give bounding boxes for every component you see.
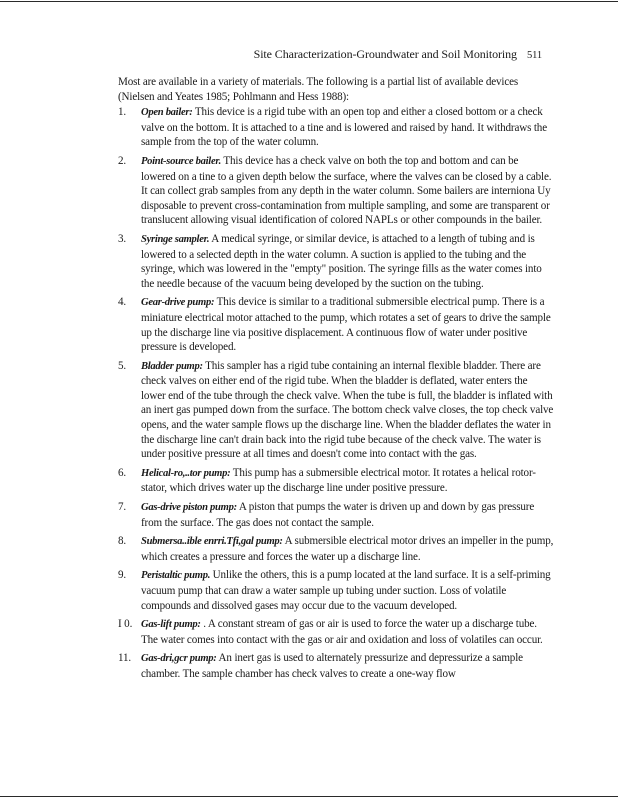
item-number: 7. [118, 501, 127, 514]
item-number: 9. [118, 569, 127, 582]
item-description: This pump has a submersible electrical motor. It rotates a helical rotor-stator, which drives water up the discharge line under positive pressure. [141, 466, 536, 495]
running-header-title: Site Characterization-Groundwater and Soil Monitoring [253, 47, 517, 61]
list-item [118, 500, 554, 530]
item-description: Unlike the others, this is a pump located at the land surface. It is a self-priming vacuum pump that can draw a water sample up tubing under suction. Loss of volatile compounds and dissolved gases may occur due to the vacuum developed. [141, 569, 551, 612]
list-item [118, 651, 554, 681]
item-term: Submersa..ible enrri.Tfi,gal pump: [141, 536, 283, 548]
top-border-line [0, 1, 618, 2]
item-description: This device has a check valve on both the top and bottom and can be lowered on a tine to a given depth below the surface, where the valves can be closed by a cable. It can collect grab samples from any depth in the water column. Some bailers are interniona Uy disposable to prevent cross-contamination from multiple sampling, and some are transparent or translucent allowing visual identification of colored NAPLs or other compounds in the bailer. [141, 154, 552, 227]
item-number: 11. [118, 652, 132, 665]
list-item [118, 295, 554, 354]
item-description: A medical syringe, or similar device, is attached to a length of tubing and is lowered to a selected depth in the water column. A suction is applied to the tubing and the syringe, which was lowered in the "empty" position. The syringe fills as the water comes into the needle because of the vacuum being developed by the suction on the tubing. [141, 232, 542, 290]
item-term: Peristaltic pump. [141, 570, 211, 582]
item-term: Gas-lift pump: [141, 619, 201, 631]
running-header [254, 47, 542, 62]
item-description: An inert gas is used to alternately pressurize and depressurize a sample chamber. The sample chamber has check valves to create a one-way flow [141, 652, 523, 680]
page-body [118, 75, 554, 686]
list-item [118, 534, 554, 564]
item-description: . A constant stream of gas or air is used to force the water up a discharge tube. The water comes into contact with the gas or air and oxidation and loss of volatiles can occur. [141, 618, 543, 646]
list-item [118, 359, 554, 462]
list-item [118, 568, 554, 613]
item-number: I 0. [118, 618, 133, 631]
item-number: 3. [118, 232, 127, 245]
page-number: 511 [526, 50, 542, 61]
item-number: 8. [118, 535, 127, 548]
item-term: Helical-ro,..tor pump: [141, 467, 231, 479]
item-description: This sampler has a rigid tube containing an internal flexible bladder. There are check valves on either end of the rigid tube. When the bladder is deflated, water enters the lower end of the tube through the check valve. When the tube is full, the bladder is inflated with an inert gas pumped down from the surface. The bottom check valve closes, the top check valve opens, and the water sample flows up the discharge line. When the bladder deflates the water in the discharge line can't drain back into the rigid tube because of the check valve. The water is under positive pressure at all times and doesn't come into contact with the gas. [141, 359, 554, 461]
list-item [118, 232, 554, 291]
item-number: 4. [118, 296, 127, 309]
item-number: 1. [118, 106, 127, 119]
intro-paragraph: Most are available in a variety of materials. The following is a partial list of available devices (Nielsen and Yeates 1985; Pohlmann and Hess 1988): [118, 76, 519, 103]
item-description: This device is similar to a traditional submersible electrical pump. There is a miniature electrical motor attached to the pump, which rotates a set of gears to drive the sample up the discharge line via positive displacement. A continuous flow of water under positive pressure is developed. [141, 296, 551, 354]
bottom-border-line [0, 796, 618, 797]
list-item [118, 617, 554, 647]
item-number: 5. [118, 359, 127, 372]
item-term: Bladder pump: [141, 360, 203, 372]
list-item [118, 105, 554, 150]
item-number: 2. [118, 154, 127, 167]
item-term: Gear-drive pump: [141, 297, 215, 309]
sampler-device-list [118, 105, 554, 681]
item-description: A piston that pumps the water is driven up and down by gas pressure from the surface. The gas does not contact the sample. [141, 501, 535, 529]
item-description: This device is a rigid tube with an open top and either a closed bottom or a check valve on the bottom. It is attached to a tine and is lowered and raised by hand. It withdraws the sample from the top of the water column. [141, 106, 547, 149]
list-item [118, 154, 554, 228]
item-term: Open bailer: [141, 107, 193, 119]
item-term: Point-source bailer. [141, 155, 221, 167]
item-term: Gas-drive piston pump: [141, 502, 237, 514]
item-description: A submersible electrical motor drives an impeller in the pump, which creates a pressure and forces the water up a discharge line. [141, 535, 554, 563]
item-term: Gas-dri,gcr pump: [141, 653, 217, 665]
item-number: 6. [118, 466, 127, 479]
list-item [118, 466, 554, 496]
item-term: Syringe sampler. [141, 233, 210, 245]
